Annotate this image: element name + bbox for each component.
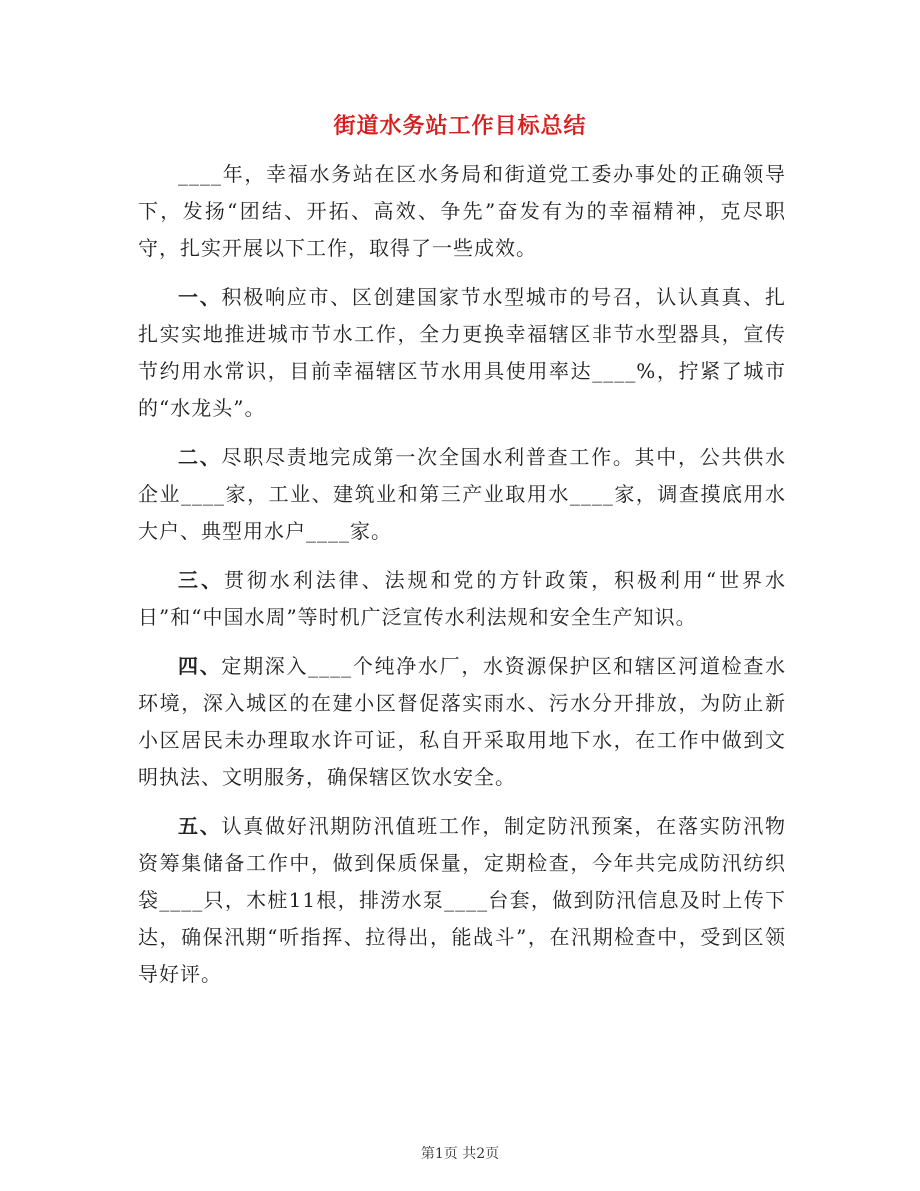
paragraph-text: 认真做好汛期防汛值班工作，制定防汛预案，在落实防汛物资筹集储备工作中，做到保质保量，定期检查，今年共完成防汛纺织袋____只，木桩11根，排涝水泵____台套，做到防汛信息及时上传下达，确保汛期“听指挥、拉得出，能战斗”，在汛期检查中，受到区领导好评。 xyxy=(138,814,787,986)
page-number-footer: 第1页 共2页 xyxy=(420,1146,500,1162)
paragraph-text: 定期深入____个纯净水厂，水资源保护区和辖区河道检查水环境，深入城区的在建小区督促落实雨水、污水分开排放，为防止新小区居民未办理取水许可证，私自开采取用地下水，在工作中做到文明执法、文明服务，确保辖区饮水安全。 xyxy=(138,654,787,789)
paragraph-lead: 二、 xyxy=(178,445,222,469)
paragraph-1 xyxy=(138,279,786,427)
document-title: 街道水务站工作目标总结 xyxy=(333,113,587,139)
paragraph-lead: 一、 xyxy=(178,285,222,309)
paragraph-4 xyxy=(138,648,786,796)
paragraph-text: 贯彻水利法律、法规和党的方针政策，积极利用“世界水日”和“中国水周”等时机广泛宣传水利法规和安全生产知识。 xyxy=(138,568,786,629)
paragraph-text: 尽职尽责地完成第一次全国水利普查工作。其中，公共供水企业____家，工业、建筑业和第三产业取用水____家，调查摸底用水大户、典型用水户____家。 xyxy=(138,445,787,543)
paragraph-text: 积极响应市、区创建国家节水型城市的号召，认认真真、扎扎实实地推进城市节水工作，全力更换幸福辖区非节水型器具，宣传节约用水常识，目前幸福辖区节水用具使用率达____%，拧紧了城市的“水龙头”。 xyxy=(138,285,787,420)
paragraph-lead: 三、 xyxy=(178,568,224,592)
paragraph-5 xyxy=(138,808,786,993)
paragraph-lead: 五、 xyxy=(178,814,222,838)
paragraph-2 xyxy=(138,439,786,550)
paragraph-lead: 四、 xyxy=(178,654,222,678)
paragraph-text: ____年，幸福水务站在区水务局和街道党工委办事处的正确领导下，发扬“团结、开拓、高效、争先”奋发有为的幸福精神，克尽职守，扎实开展以下工作，取得了一些成效。 xyxy=(138,162,786,260)
document-body xyxy=(138,156,786,1005)
paragraph-intro xyxy=(138,156,786,267)
paragraph-3 xyxy=(138,562,786,636)
